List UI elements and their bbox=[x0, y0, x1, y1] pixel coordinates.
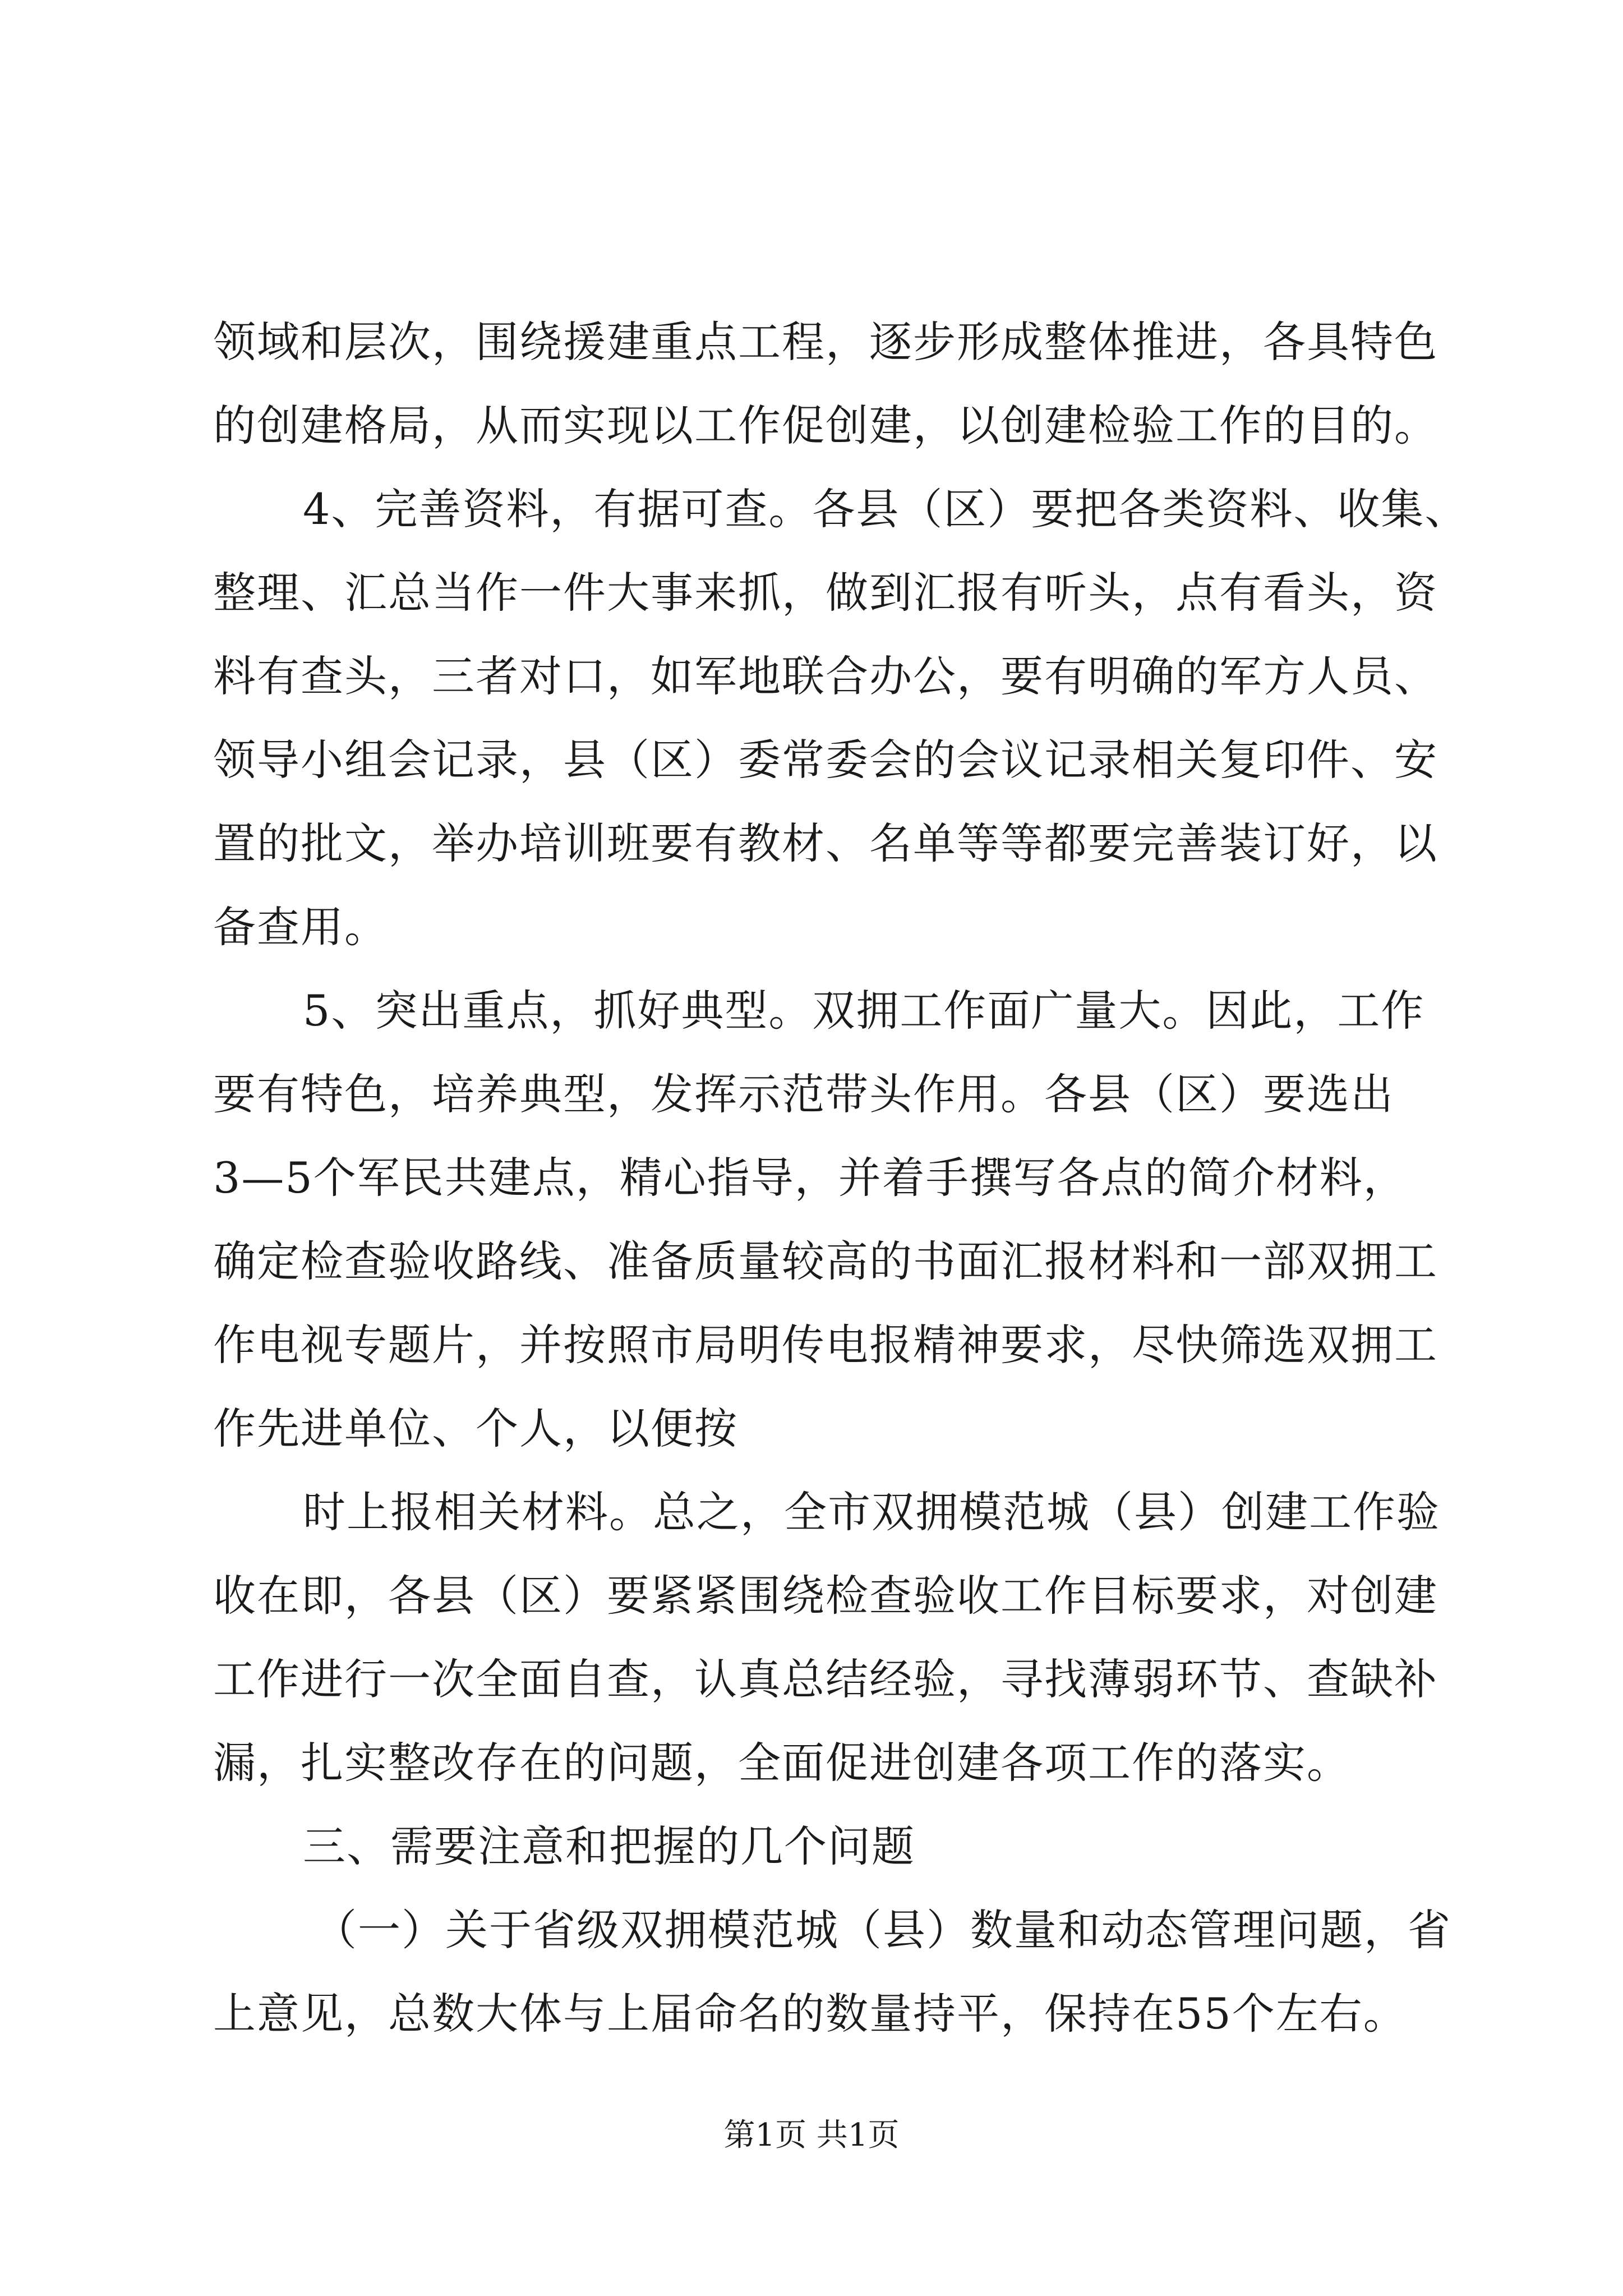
section-heading: 三、需要注意和把握的几个问题 bbox=[303, 1821, 915, 1871]
text-line: 作先进单位、个人，以便按 bbox=[213, 1404, 738, 1453]
paragraph-start-line: （一）关于省级双拥模范城（县）数量和动态管理问题，省 bbox=[314, 1905, 1451, 1955]
text-line: 3—5个军民共建点，精心指导，并着手撰写各点的简介材料， bbox=[213, 1153, 1407, 1203]
text-line: 作电视专题片，并按照市局明传电报精神要求，尽快筛选双拥工 bbox=[213, 1320, 1438, 1370]
text-line: 工作进行一次全面自查，认真总结经验，寻找薄弱环节、查缺补 bbox=[213, 1654, 1438, 1704]
text-line: 要有特色，培养典型，发挥示范带头作用。各县（区）要选出 bbox=[213, 1069, 1394, 1119]
text-line: 整理、汇总当作一件大事来抓，做到汇报有听头，点有看头，资 bbox=[213, 568, 1438, 618]
text-line: 上意见，总数大体与上届命名的数量持平，保持在55个左右。 bbox=[213, 1989, 1407, 2039]
paragraph-start-line: 5、突出重点，抓好典型。双拥工作面广量大。因此，工作 bbox=[303, 986, 1425, 1036]
paragraph-start-line: 时上报相关材料。总之，全市双拥模范城（县）创建工作验 bbox=[303, 1487, 1440, 1537]
paragraph-start-line: 4、完善资料，有据可查。各县（区）要把各类资料、收集、 bbox=[303, 484, 1469, 534]
text-line: 料有查头，三者对口，如军地联合办公，要有明确的军方人员、 bbox=[213, 651, 1438, 701]
text-line: 收在即，各县（区）要紧紧围绕检查验收工作目标要求，对创建 bbox=[213, 1571, 1438, 1621]
text-line: 领域和层次，围绕援建重点工程，逐步形成整体推进，各具特色 bbox=[213, 317, 1438, 367]
text-line: 置的批文，举办培训班要有教材、名单等等都要完善装订好，以 bbox=[213, 818, 1438, 868]
text-line: 领导小组会记录，县（区）委常委会的会议记录相关复印件、安 bbox=[213, 735, 1438, 785]
text-line: 的创建格局，从而实现以工作促创建，以创建检验工作的目的。 bbox=[213, 401, 1438, 450]
text-line: 确定检查验收路线、准备质量较高的书面汇报材料和一部双拥工 bbox=[213, 1236, 1438, 1286]
page-number-footer: 第1页 共1页 bbox=[723, 2117, 900, 2154]
text-line: 漏，扎实整改存在的问题，全面促进创建各项工作的落实。 bbox=[213, 1738, 1350, 1788]
text-line: 备查用。 bbox=[213, 902, 388, 952]
document-body bbox=[213, 300, 1469, 2055]
